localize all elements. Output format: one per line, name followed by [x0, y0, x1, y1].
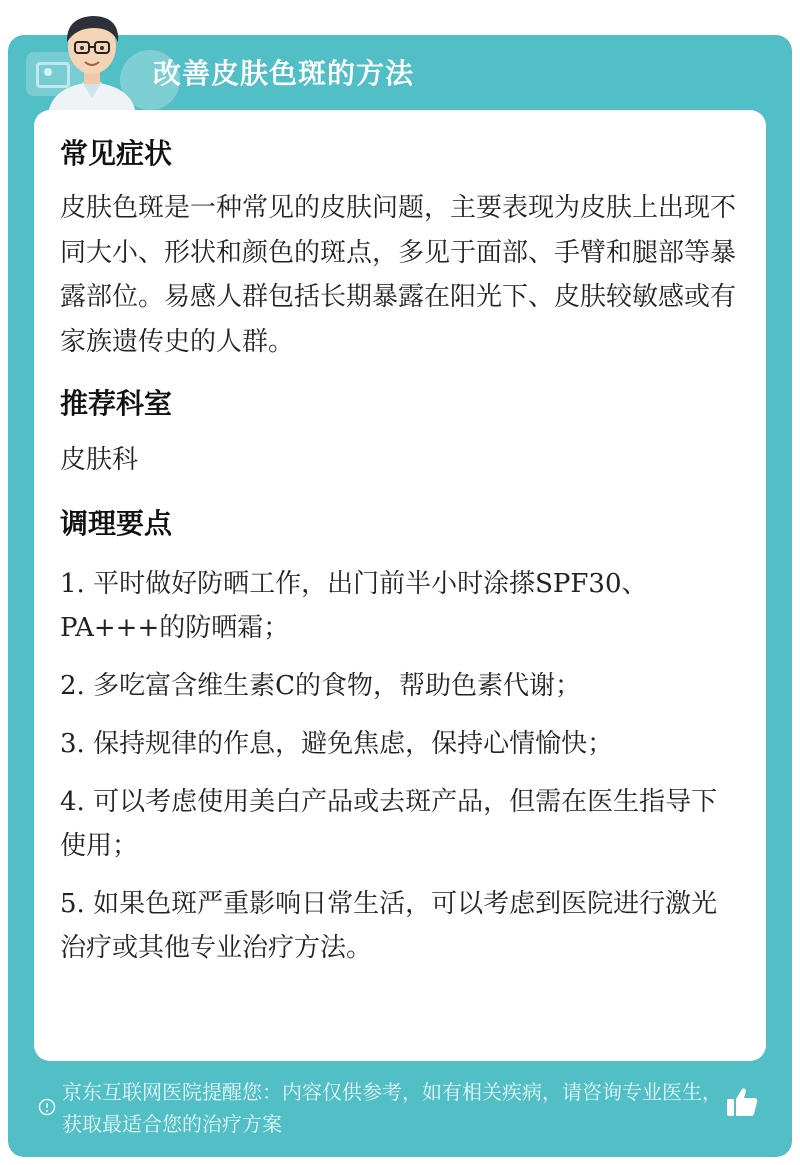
care-list: [60, 562, 740, 970]
list-item: 1. 平时做好防晒工作，出门前半小时涂搽SPF30、PA+++的防晒霜；: [60, 569, 648, 643]
content-card: [34, 110, 766, 1061]
list-item: 4. 可以考虑使用美白产品或去斑产品，但需在医生指导下使用；: [60, 787, 718, 861]
department-value: 皮肤科: [60, 445, 139, 475]
list-item: 2. 多吃富含维生素C的食物，帮助色素代谢；: [60, 671, 581, 701]
doctor-avatar: [42, 6, 142, 114]
footer-text: 京东互联网医院提醒您：内容仅供参考，如有相关疾病，请咨询专业医生，获取最适合您的治疗方案: [62, 1080, 722, 1136]
page-title: 改善皮肤色斑的方法: [153, 57, 415, 90]
care-heading: 调理要点: [60, 507, 173, 540]
info-icon: [38, 1098, 56, 1116]
list-item: 3. 保持规律的作息，避免焦虑，保持心情愉快；: [60, 729, 614, 759]
symptoms-text: 皮肤色斑是一种常见的皮肤问题，主要表现为皮肤上出现不同大小、形状和颜色的斑点，多见于面部、手臂和腿部等暴露部位。易感人群包括长期暴露在阳光下、皮肤较敏感或有家族遗传史的人群。: [60, 193, 737, 357]
symptoms-heading: 常见症状: [60, 137, 173, 170]
list-item: 5. 如果色斑严重影响日常生活，可以考虑到医院进行激光治疗或其他专业治疗方法。: [60, 889, 718, 963]
thumbs-up-icon[interactable]: [724, 1084, 760, 1120]
department-heading: 推荐科室: [60, 387, 173, 420]
